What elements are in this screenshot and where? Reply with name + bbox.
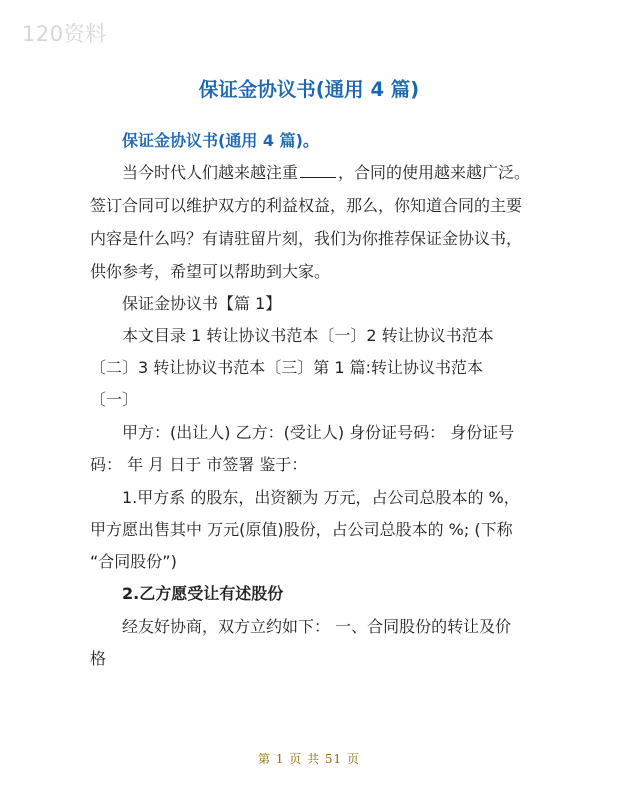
toc-line-2: 〔二〕3 转让协议书范本〔三〕第 1 篇:转让协议书范本 <box>90 358 484 377</box>
intro-line-1-start: 当今时代人们越来越注重 <box>122 163 299 182</box>
clause-1-line-1: 1.甲方系 的股东，出资额为 万元，占公司总股本的 %， <box>122 488 520 507</box>
page-footer: 第 1 页 共 51 页 <box>258 752 360 766</box>
subheading: 保证金协议书(通用 4 篇)。 <box>122 131 319 150</box>
intro-line-4: 供你参考，希望可以帮助到大家。 <box>90 262 331 281</box>
clause-2-heading: 2.乙方愿受让有述股份 <box>122 584 284 603</box>
closing-line-1: 经友好协商，双方立约如下： 一、合同股份的转让及价 <box>122 617 512 636</box>
blank-underline <box>300 163 336 178</box>
clause-1-line-3: “合同股份”) <box>90 552 177 571</box>
intro-line-2: 签订合同可以维护双方的利益权益，那么，你知道合同的主要 <box>90 196 523 215</box>
intro-line-3: 内容是什么吗？有请驻留片刻，我们为你推荐保证金协议书， <box>90 229 523 248</box>
toc-line-3: 〔一〕 <box>90 390 139 409</box>
intro-line-1 <box>122 160 530 183</box>
toc-line-1: 本文目录 1 转让协议书范本〔一〕2 转让协议书范本 <box>122 326 494 345</box>
parties-line-1: 甲方：(出让人) 乙方：(受让人) 身份证号码： 身份证号 <box>122 423 515 442</box>
section-label: 保证金协议书【篇 1】 <box>122 294 282 313</box>
page-title: 保证金协议书(通用 4 篇) <box>198 78 420 101</box>
parties-line-2: 码： 年 月 日于 市签署 鉴于： <box>90 455 308 474</box>
intro-line-1-end: ，合同的使用越来越广泛。 <box>338 163 531 182</box>
watermark: 120资料 <box>22 22 107 46</box>
closing-line-2: 格 <box>90 649 107 668</box>
clause-1-line-2: 甲方愿出售其中 万元(原值)股份，占公司总股本的 %; (下称 <box>90 520 513 539</box>
